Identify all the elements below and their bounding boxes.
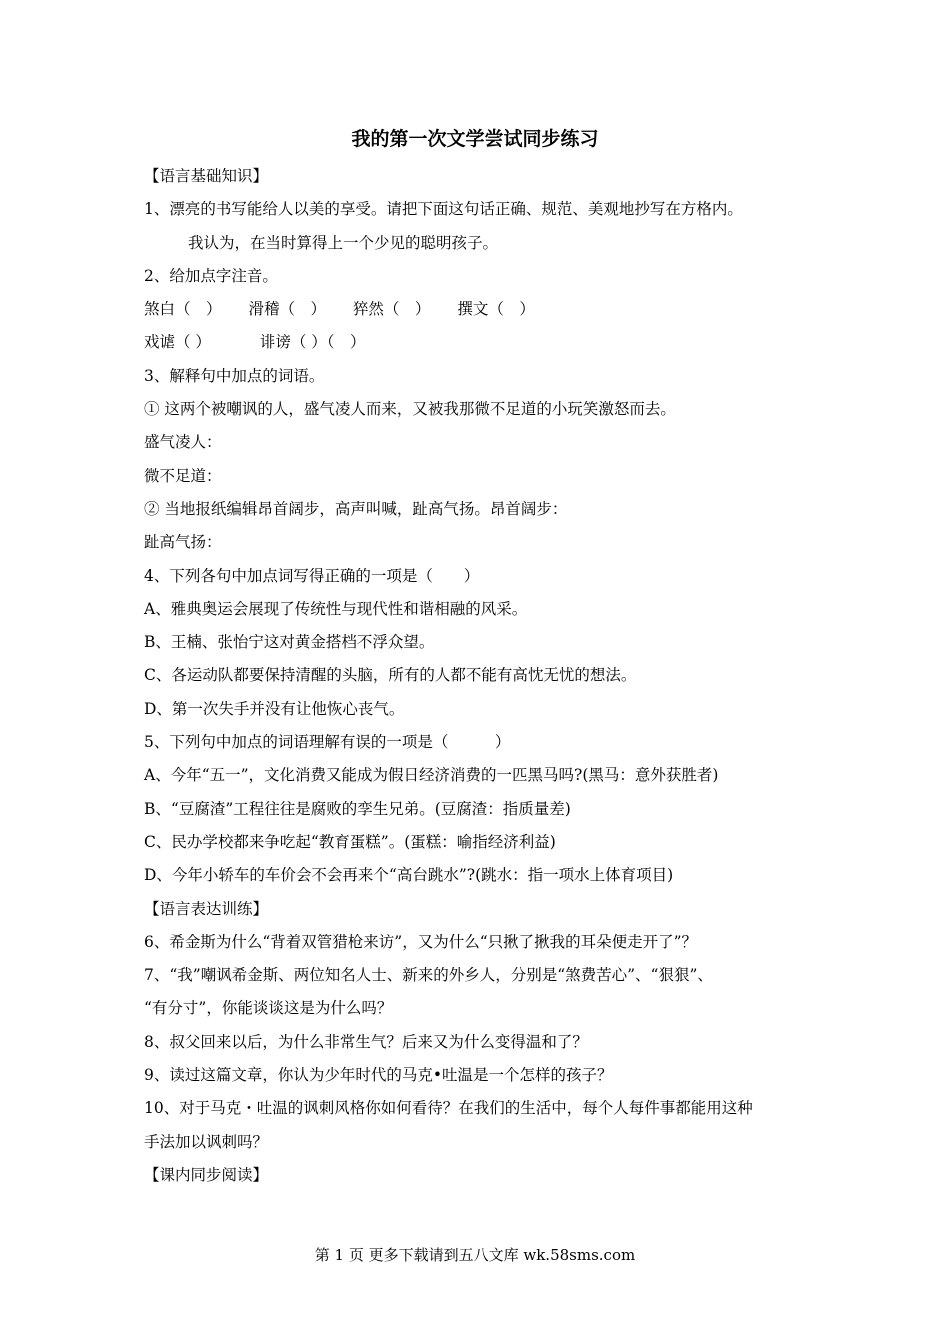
- question-6: 6、希金斯为什么“背着双管猎枪来访”，又为什么“只揪了揪我的耳朵便走开了”？: [144, 932, 698, 951]
- question-9: 9、读过这篇文章，你认为少年时代的马克•吐温是一个怎样的孩子？: [144, 1066, 613, 1085]
- pinyin-item: 戏谑（ ）: [144, 333, 211, 352]
- question-3-word-1: 盛气凌人：: [144, 433, 222, 452]
- question-3-word-2: 微不足道：: [144, 466, 222, 485]
- section-heading-reading: 【课内同步阅读】: [144, 1165, 269, 1184]
- question-10-line-1: 10、对于马克・吐温的讽刺风格你如何看待？在我们的生活中，每个人每件事都能用这种: [144, 1099, 753, 1118]
- pinyin-item: 撰文（ ）: [457, 300, 535, 319]
- question-3-word-3: 趾高气扬：: [144, 533, 222, 552]
- question-10-line-2: 手法加以讽刺吗？: [144, 1132, 269, 1151]
- pinyin-item: 滑稽（ ）: [248, 300, 326, 319]
- question-3: 3、解释句中加点的词语。: [144, 366, 325, 385]
- section-heading-expression: 【语言表达训练】: [144, 899, 269, 918]
- question-5-option-b: B、“豆腐渣”工程往往是腐败的孪生兄弟。(豆腐渣：指质量差): [144, 799, 571, 818]
- question-3-sentence-1: ① 这两个被嘲讽的人，盛气凌人而来，又被我那微不足道的小玩笑激怒而去。: [144, 400, 676, 419]
- pinyin-item: 猝然（ ）: [352, 300, 431, 319]
- question-5: 5、下列句中加点的词语理解有误的一项是（ ）: [144, 733, 511, 752]
- question-4-option-d: D、第一次失手并没有让他恢心丧气。: [144, 699, 405, 718]
- question-1: 1、漂亮的书写能给人以美的享受。请把下面这句话正确、规范、美观地抄写在方格内。: [144, 200, 743, 219]
- question-5-option-d: D、今年小轿车的车价会不会再来个“高台跳水”?(跳水：指一项水上体育项目): [144, 866, 674, 885]
- pinyin-item: 煞白（ ）: [144, 300, 222, 319]
- question-4: 4、下列各句中加点词写得正确的一项是（ ）: [144, 566, 480, 585]
- question-4-option-c: C、各运动队都要保持清醒的头脑，所有的人都不能有高忱无忧的想法。: [144, 666, 637, 685]
- question-5-option-a: A、今年“五一”，文化消费又能成为假日经济消费的一匹黑马吗?(黑马：意外获胜者): [144, 766, 719, 785]
- section-heading-basics: 【语言基础知识】: [144, 167, 269, 185]
- page-footer: 第 1 页 更多下载请到五八文库 wk.58sms.com: [314, 1246, 636, 1264]
- document-body: [144, 160, 824, 1192]
- question-8: 8、叔父回来以后，为什么非常生气？后来又为什么变得温和了？: [144, 1032, 588, 1051]
- question-2-row-2: [144, 326, 824, 359]
- question-1-sentence: 我认为，在当时算得上一个少见的聪明孩子。: [188, 233, 499, 252]
- question-7-line-1: 7、“我”嘲讽希金斯、两位知名人士、新来的外乡人，分别是“煞费苦心”、“狠狠”、: [144, 966, 713, 985]
- question-7-line-2: “有分寸”，你能谈谈这是为什么吗？: [144, 999, 393, 1018]
- question-4-option-a: A、雅典奥运会展现了传统性与现代性和谐相融的风采。: [144, 599, 528, 618]
- question-2: 2、给加点字注音。: [144, 266, 278, 285]
- question-2-row-1: [144, 293, 824, 326]
- pinyin-item: 诽谤（ ）（ ）: [259, 333, 366, 352]
- question-4-option-b: B、王楠、张怡宁这对黄金搭档不浮众望。: [144, 633, 435, 652]
- page-title: 我的第一次文学尝试同步练习: [351, 128, 599, 150]
- question-3-sentence-2: ② 当地报纸编辑昂首阔步，高声叫喊，趾高气扬。昂首阔步：: [144, 499, 568, 518]
- question-5-option-c: C、民办学校都来争吃起“教育蛋糕”。(蛋糕：喻指经济利益): [144, 832, 556, 851]
